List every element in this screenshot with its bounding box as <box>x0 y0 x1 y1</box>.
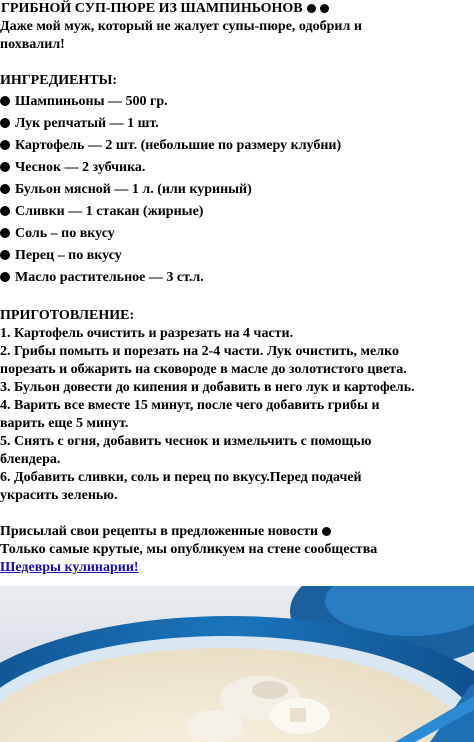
emoji-icon <box>307 4 316 13</box>
step-line: 4. Варить все вместе 15 минут, после чего добавить грибы и <box>0 398 380 413</box>
ingredient-item <box>0 201 474 223</box>
ingredients-list <box>0 91 474 289</box>
footer-line: Только самые крутые, мы опубликуем на стене сообщества <box>0 542 378 557</box>
step-line: 3. Бульон довести до кипения и добавить в него лук и картофель. <box>0 380 415 395</box>
soup-photo-image <box>0 586 474 742</box>
step-line: 5. Снять с огня, добавить чеснок и измельчить с помощью <box>0 434 372 449</box>
recipe-title-text: ГРИБНОЙ СУП-ПЮРЕ ИЗ ШАМПИНЬОНОВ <box>1 1 303 16</box>
ingredient-item <box>0 135 474 157</box>
community-link[interactable]: Шедевры кулинарии! <box>0 560 139 575</box>
step-line: 6. Добавить сливки, соль и перец по вкусу.Перед подачей <box>0 470 362 485</box>
ingredient-item <box>0 223 474 245</box>
step-line: 1. Картофель очистить и разрезать на 4 части. <box>0 326 294 341</box>
intro-line: Даже мой муж, который не жалует супы-пюре, одобрил и <box>0 19 362 34</box>
ingredient-text: Шампиньоны — 500 гр. <box>15 94 168 109</box>
ingredient-text: Перец – по вкусу <box>15 248 122 263</box>
bullet-icon <box>0 184 10 194</box>
step-line: 2. Грибы помыть и порезать на 2-4 части. Лук очистить, мелко <box>0 344 399 359</box>
ingredient-text: Лук репчатый — 1 шт. <box>15 116 159 131</box>
ingredient-text: Бульон мясной — 1 л. (или куриный) <box>15 182 252 197</box>
step-line: украсить зеленью. <box>0 488 118 503</box>
preparation-heading: ПРИГОТОВЛЕНИЕ: <box>0 308 135 323</box>
bullet-icon <box>0 272 10 282</box>
ingredients-heading: ИНГРЕДИЕНТЫ: <box>0 73 118 88</box>
bullet-icon <box>0 250 10 260</box>
ingredient-text: Соль – по вкусу <box>15 226 115 241</box>
intro-line: похвалил! <box>0 37 65 52</box>
spacer <box>0 289 474 307</box>
bullet-icon <box>0 140 10 150</box>
step-line: варить еще 5 минут. <box>0 416 129 431</box>
ingredient-item <box>0 179 474 201</box>
step-line: порезать и обжарить на сковороде в масле до золотистого цвета. <box>0 362 407 377</box>
bullet-icon <box>0 118 10 128</box>
bullet-icon <box>0 206 10 216</box>
bullet-icon <box>0 228 10 238</box>
ingredient-item <box>0 245 474 267</box>
emoji-icon <box>320 4 329 13</box>
emoji-icon <box>322 527 331 536</box>
ingredient-item <box>0 113 474 135</box>
ingredient-item <box>0 267 474 289</box>
ingredient-text: Масло растительное — 3 ст.л. <box>15 270 204 285</box>
footer-text: Присылай свои рецепты в предложенные новости <box>0 524 319 539</box>
spacer <box>0 54 474 72</box>
footer-line <box>0 523 474 541</box>
footer-link-row <box>0 559 474 577</box>
recipe-title <box>0 0 474 18</box>
ingredient-text: Чеснок — 2 зубчика. <box>15 160 146 175</box>
preparation-steps <box>0 325 474 505</box>
ingredient-item <box>0 91 474 113</box>
spacer <box>0 505 474 523</box>
soup-photo <box>0 586 474 742</box>
ingredient-text: Сливки — 1 стакан (жирные) <box>15 204 204 219</box>
bullet-icon <box>0 162 10 172</box>
bullet-icon <box>0 96 10 106</box>
ingredient-item <box>0 157 474 179</box>
step-line: блендера. <box>0 452 61 467</box>
ingredient-text: Картофель — 2 шт. (небольшие по размеру клубни) <box>15 138 342 153</box>
